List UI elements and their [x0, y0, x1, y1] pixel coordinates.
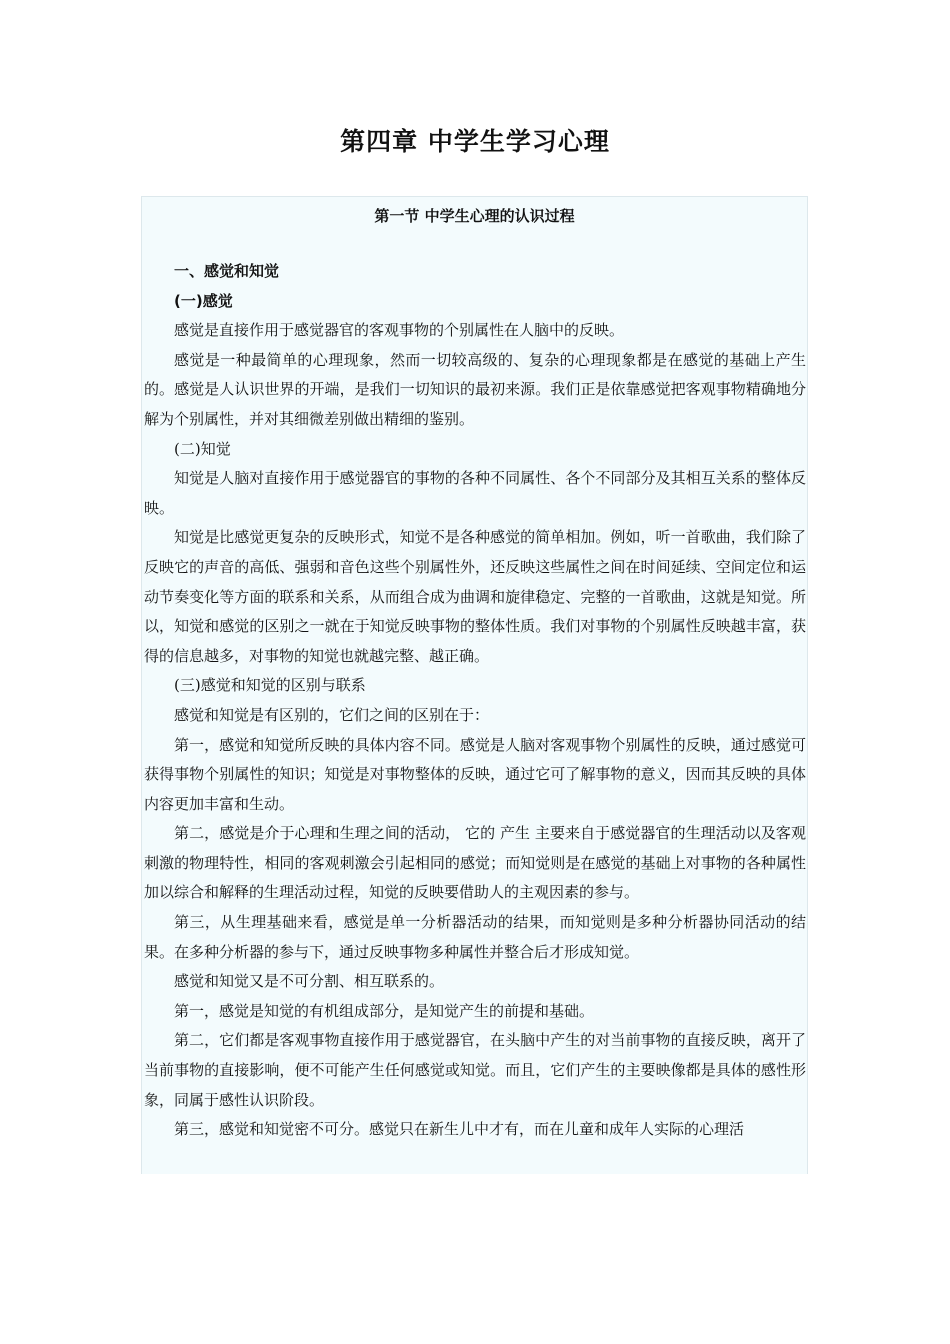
heading-sensation-perception: 一、感觉和知觉	[174, 262, 280, 280]
paragraph: 第三，从生理基础来看，感觉是单一分析器活动的结果，而知觉则是多种分析器协同活动的结果。在多种分析器的参与下，通过反映事物多种属性并整合后才形成知觉。	[144, 913, 806, 961]
paragraph: 感觉是直接作用于感觉器官的客观事物的个别属性在人脑中的反映。	[174, 321, 625, 340]
subheading-sensation: (一)感觉	[174, 291, 233, 310]
paragraph: 第一，感觉是知觉的有机组成部分，是知觉产生的前提和基础。	[174, 1001, 595, 1020]
section-title: 第一节 中学生心理的认识过程	[374, 207, 575, 225]
paragraph: 第二，感觉是介于心理和生理之间的活动， 它的 产生 主要来自于感觉器官的生理活动以及客观刺激的物理特性，相同的客观刺激会引起相同的感觉；而知觉则是在感觉的基础上对事物的各种属性加以综合和解释的生理活动过程，知觉的反映要借助人的主观因素的参与。	[144, 824, 806, 902]
subheading-perception: (二)知觉	[174, 439, 231, 458]
paragraph: 感觉和知觉又是不可分割、相互联系的。	[174, 972, 445, 991]
paragraph: 感觉和知觉是有区别的，它们之间的区别在于：	[174, 705, 490, 724]
chapter-title: 第四章 中学生学习心理	[340, 127, 610, 156]
paragraph: 第三，感觉和知觉密不可分。感觉只在新生儿中才有，而在儿童和成年人实际的心理活	[174, 1120, 745, 1139]
paragraph: 第一，感觉和知觉所反映的具体内容不同。感觉是人脑对客观事物个别属性的反映，通过感觉可获得事物个别属性的知识；知觉是对事物整体的反映，通过它可了解事物的意义，因而其反映的具体内容更加丰富和生动。	[144, 735, 806, 813]
text-body	[142, 257, 807, 1145]
paragraph: 知觉是人脑对直接作用于感觉器官的事物的各种不同属性、各个不同部分及其相互关系的整体反映。	[144, 469, 806, 517]
content-box	[141, 196, 808, 1174]
subheading-difference: (三)感觉和知觉的区别与联系	[174, 676, 366, 695]
paragraph: 第二，它们都是客观事物直接作用于感觉器官，在头脑中产生的对当前事物的直接反映，离开了当前事物的直接影响，便不可能产生任何感觉或知觉。而且，它们产生的主要映像都是具体的感性形象，同属于感性认识阶段。	[144, 1031, 806, 1109]
paragraph: 感觉是一种最简单的心理现象，然而一切较高级的、复杂的心理现象都是在感觉的基础上产生的。感觉是人认识世界的开端，是我们一切知识的最初来源。我们正是依靠感觉把客观事物精确地分解为个别属性，并对其细微差别做出精细的鉴别。	[144, 350, 806, 428]
paragraph: 知觉是比感觉更复杂的反映形式，知觉不是各种感觉的简单相加。例如，听一首歌曲，我们除了反映它的声音的高低、强弱和音色这些个别属性外，还反映这些属性之间在时间延续、空间定位和运动节奏变化等方面的联系和关系，从而组合成为曲调和旋律稳定、完整的一首歌曲，这就是知觉。所以，知觉和感觉的区别之一就在于知觉反映事物的整体性质。我们对事物的个别属性反映越丰富，获得的信息越多，对事物的知觉也就越完整、越正确。	[144, 528, 806, 665]
